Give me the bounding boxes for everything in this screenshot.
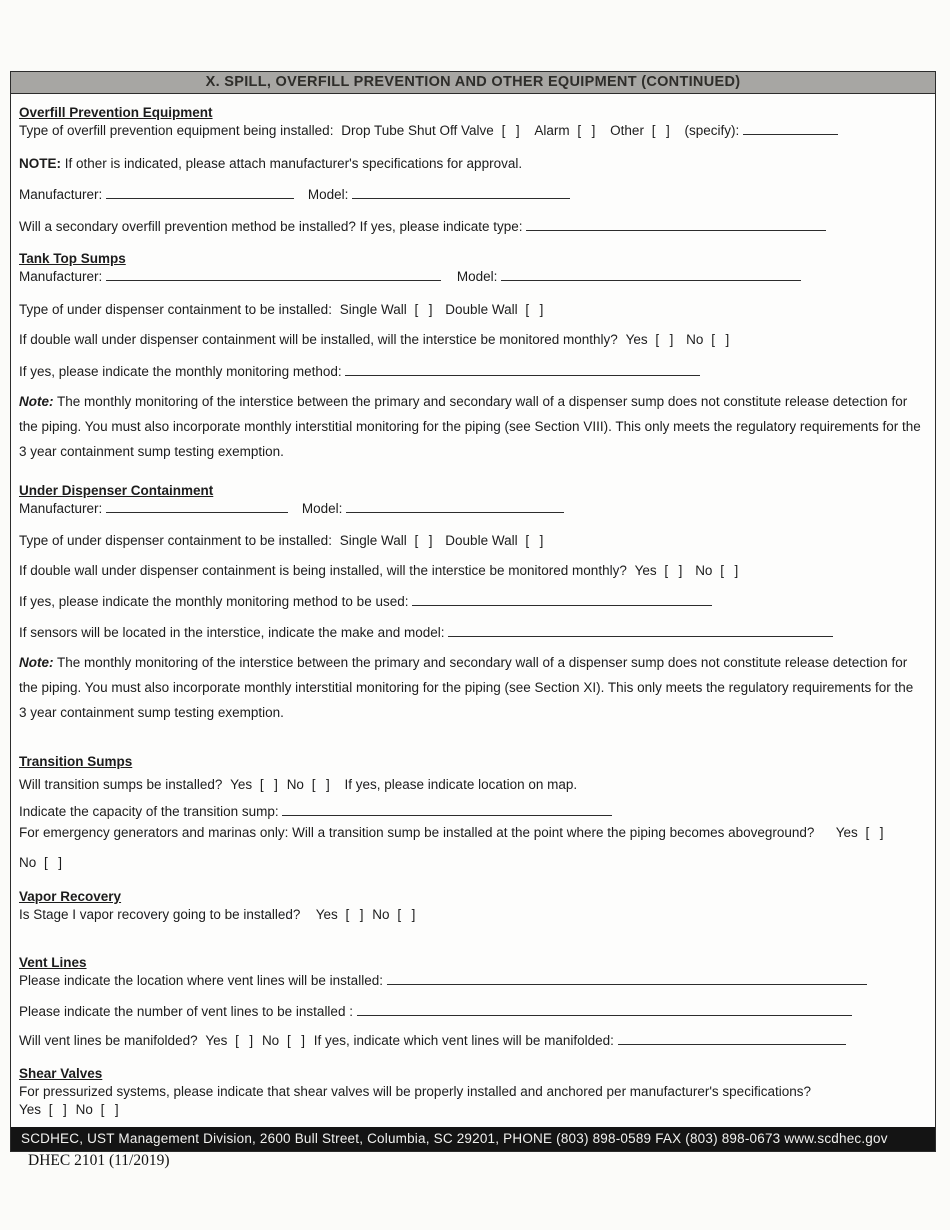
shear-question: For pressurized systems, please indicate that shear valves will be properly installed and anchored per manufacturer's specifications? [19,1084,811,1099]
udc-monitored-yes-checkbox[interactable]: [ ] [664,563,684,578]
drop-tube-option-label: Drop Tube Shut Off Valve [341,123,494,138]
tanktop-double-wall-label: Double Wall [445,302,518,317]
form-sheet [10,71,936,1152]
tanktop-manufacturer-label: Manufacturer: [19,269,103,284]
vent-manifold-question: Will vent lines be manifolded? [19,1033,198,1048]
overfill-note-label: NOTE: [19,156,61,171]
other-option-label: Other [610,123,644,138]
udc-sensors-line [19,624,923,642]
transition-aboveground-no-label: No [19,855,37,870]
section-header-title: X. SPILL, OVERFILL PREVENTION AND OTHER EQUIPMENT (CONTINUED) [205,74,741,90]
transition-install-line [19,776,923,794]
udc-yes-label: Yes [634,563,657,578]
overfill-manufacturer-label: Manufacturer: [19,187,103,202]
overfill-type-question: Type of overfill prevention equipment being installed: [19,123,334,138]
tanktop-yes-label: Yes [625,332,648,347]
transition-yes-checkbox[interactable]: [ ] [259,777,279,792]
transition-emergency-question: For emergency generators and marinas only: Will a transition sump be installed at the point where the piping becomes aboveground? [19,825,815,840]
overfill-model-field[interactable] [352,186,570,199]
udc-monitored-line [19,562,923,580]
udc-note-text: The monthly monitoring of the interstice between the primary and secondary wall of a dispenser sump does not constitute release detection for the piping. You must also incorporate monthly interstitial monitoring for the piping (see Section XI). This only meets the regulatory requirements for the 3 year containment sump testing exemption. [19,655,914,720]
udc-single-wall-label: Single Wall [339,533,407,548]
transition-section-title: Transition Sumps [19,754,133,769]
vapor-section-title: Vapor Recovery [19,889,122,904]
shear-yes-label: Yes [19,1102,42,1117]
vent-no-label: No [261,1033,280,1048]
vent-manifold-which-field[interactable] [618,1032,846,1045]
shear-section-title: Shear Valves [19,1066,103,1081]
transition-aboveground-no-checkbox[interactable]: [ ] [44,855,64,870]
udc-sensor-model-field[interactable] [448,624,833,637]
tanktop-note-label: Note: [19,394,54,409]
udc-model-field[interactable] [346,500,564,513]
vent-yes-label: Yes [205,1033,228,1048]
overfill-section-title: Overfill Prevention Equipment [19,105,213,120]
overfill-manufacturer-line [19,186,923,204]
overfill-specify-field[interactable] [743,122,838,135]
overfill-secondary-line [19,218,923,236]
overfill-secondary-question: Will a secondary overfill prevention method be installed? If yes, please indicate type: [19,219,523,234]
transition-yes-label: Yes [230,777,253,792]
other-checkbox[interactable]: [ ] [651,123,671,138]
udc-manufacturer-label: Manufacturer: [19,501,103,516]
transition-capacity-question: Indicate the capacity of the transition sump: [19,804,279,819]
udc-monitored-question: If double wall under dispenser containment is being installed, will the interstice be monitored monthly? [19,563,627,578]
overfill-secondary-type-field[interactable] [526,218,826,231]
udc-monitored-no-checkbox[interactable]: [ ] [720,563,740,578]
shear-yes-checkbox[interactable]: [ ] [48,1102,68,1117]
alarm-option-label: Alarm [534,123,570,138]
transition-capacity-line [19,803,923,821]
vent-manifold-no-checkbox[interactable]: [ ] [286,1033,306,1048]
tanktop-single-wall-checkbox[interactable]: [ ] [414,302,434,317]
tanktop-manufacturer-line [19,268,923,286]
tanktop-method-question: If yes, please indicate the monthly monitoring method: [19,364,342,379]
transition-emergency-line [19,824,923,842]
drop-tube-checkbox[interactable]: [ ] [501,123,521,138]
vent-location-field[interactable] [387,972,867,985]
overfill-note-text: If other is indicated, please attach manufacturer's specifications for approval. [64,156,523,171]
udc-single-wall-checkbox[interactable]: [ ] [414,533,434,548]
vent-manifold-yes-checkbox[interactable]: [ ] [235,1033,255,1048]
udc-type-question: Type of under dispenser containment to be installed: [19,533,332,548]
vent-location-line [19,972,923,990]
vent-number-field[interactable] [357,1003,852,1016]
udc-manufacturer-field[interactable] [106,500,288,513]
tanktop-method-line [19,363,923,381]
specify-label: (specify): [684,123,740,138]
overfill-type-line [19,122,923,140]
alarm-checkbox[interactable]: [ ] [577,123,597,138]
vapor-no-label: No [372,907,390,922]
udc-model-label: Model: [301,501,343,516]
tanktop-model-field[interactable] [501,268,801,281]
tanktop-note-text: The monthly monitoring of the interstice between the primary and secondary wall of a dispenser sump does not constitute release detection for the piping. You must also incorporate monthly interstitial monitoring for the piping (see Section VIII). This only meets the regulatory requirements for the 3 year containment sump testing exemption. [19,394,921,459]
vent-manifold-line [19,1032,923,1050]
tanktop-type-question: Type of under dispenser containment to be installed: [19,302,332,317]
transition-install-question: Will transition sumps be installed? [19,777,223,792]
shear-yesno-line [19,1101,923,1119]
udc-manufacturer-line [19,500,923,518]
udc-method-line [19,593,923,611]
transition-emergency-no-line [19,854,923,872]
form-number: DHEC 2101 (11/2019) [28,1152,170,1169]
udc-monitoring-method-field[interactable] [412,593,712,606]
tanktop-no-label: No [686,332,704,347]
transition-no-checkbox[interactable]: [ ] [311,777,331,792]
tanktop-note [19,389,923,464]
section-header-bar [11,72,935,94]
udc-double-wall-label: Double Wall [445,533,518,548]
transition-no-label: No [286,777,304,792]
vent-section-title: Vent Lines [19,955,87,970]
tanktop-double-wall-checkbox[interactable]: [ ] [525,302,545,317]
shear-question-line [19,1083,923,1101]
transition-aboveground-yes-checkbox[interactable]: [ ] [865,825,885,840]
transition-aboveground-yes-label: Yes [835,825,858,840]
vapor-stage1-question: Is Stage I vapor recovery going to be installed? [19,907,301,922]
form-content [11,94,935,1127]
vapor-no-checkbox[interactable]: [ ] [397,907,417,922]
overfill-model-label: Model: [307,187,349,202]
footer-bar [11,1127,935,1151]
udc-no-label: No [695,563,713,578]
tanktop-monitoring-method-field[interactable] [345,363,700,376]
vapor-stage1-line [19,906,923,924]
transition-map-note: If yes, please indicate location on map. [344,777,578,792]
overfill-note-line [19,155,923,173]
udc-method-question: If yes, please indicate the monthly monitoring method to be used: [19,594,409,609]
overfill-manufacturer-field[interactable] [106,186,294,199]
tanktop-monitored-line [19,331,923,349]
udc-double-wall-checkbox[interactable]: [ ] [525,533,545,548]
tanktop-monitored-no-checkbox[interactable]: [ ] [711,332,731,347]
udc-note [19,650,923,725]
vent-manifold-which-question: If yes, indicate which vent lines will be manifolded: [313,1033,614,1048]
vent-number-question: Please indicate the number of vent lines to be installed : [19,1004,353,1019]
vapor-yes-checkbox[interactable]: [ ] [345,907,365,922]
tanktop-manufacturer-field[interactable] [106,268,441,281]
footer-text: SCDHEC, UST Management Division, 2600 Bull Street, Columbia, SC 29201, PHONE (803) 898-0589 FAX (803) 898-0673 www.scdhec.gov [21,1131,888,1146]
tanktop-monitored-question: If double wall under dispenser containment will be installed, will the interstice be monitored monthly? [19,332,618,347]
tanktop-type-line [19,301,923,319]
udc-note-label: Note: [19,655,54,670]
tanktop-section-title: Tank Top Sumps [19,251,126,266]
tanktop-model-label: Model: [456,269,498,284]
tanktop-monitored-yes-checkbox[interactable]: [ ] [655,332,675,347]
shear-no-label: No [75,1102,93,1117]
udc-type-line [19,532,923,550]
tanktop-single-wall-label: Single Wall [339,302,407,317]
udc-sensors-question: If sensors will be located in the interstice, indicate the make and model: [19,625,445,640]
vent-number-line [19,1003,923,1021]
transition-capacity-field[interactable] [282,803,612,816]
udc-section-title: Under Dispenser Containment [19,483,214,498]
shear-no-checkbox[interactable]: [ ] [100,1102,120,1117]
vent-location-question: Please indicate the location where vent lines will be installed: [19,973,383,988]
vapor-yes-label: Yes [315,907,338,922]
